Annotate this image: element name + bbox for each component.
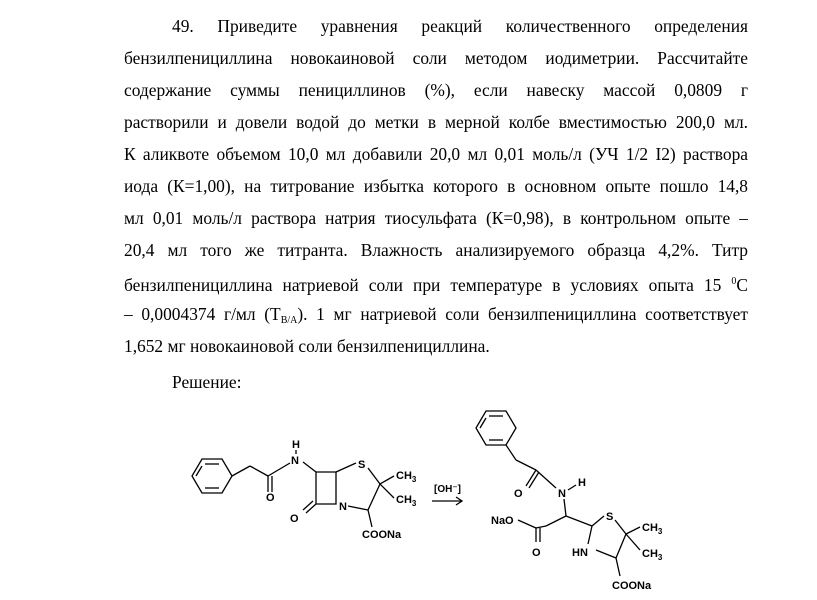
problem-line-temperature: [124, 266, 748, 298]
amide-oxygen: O: [514, 488, 523, 500]
degree-sup: 0: [731, 276, 737, 287]
problem-line-text: бензилпенициллина натриевой соли при температуре в условиях опыта 15: [124, 275, 722, 295]
sodium-oxide: NaO: [491, 515, 514, 527]
problem-line: 49. Приведите уравнения реакций количественного определения: [172, 16, 748, 36]
penicillin-structure: [192, 439, 417, 541]
methyl-top: $CH_3$: [396, 470, 417, 484]
amide-oxygen: O: [266, 492, 275, 504]
problem-line: 20,4 мл того же титранта. Влажность анализируемого образца 4,2%. Титр: [124, 240, 748, 260]
methyl-bottom: $CH_3$: [396, 494, 417, 508]
problem-line: бензилпенициллина новокаиновой соли методом иодиметрии. Рассчитайте: [124, 48, 748, 68]
sulfur-atom: S: [358, 459, 366, 471]
sulfur-atom: S: [606, 511, 614, 523]
problem-line: иода (К=1,00), на титрование избытка которого в основном опыте пошло 14,8: [124, 176, 748, 196]
problem-line-titer: [124, 298, 748, 330]
reaction-arrow: [432, 484, 462, 505]
problem-line: мл 0,01 моль/л раствора натрия тиосульфата (К=0,98), в контрольном опыте –: [124, 208, 748, 228]
amide-h: H: [578, 477, 586, 489]
methyl-bottom: $CH_3$: [642, 548, 663, 562]
methyl-top: $CH_3$: [642, 522, 663, 536]
penicilloate-structure: [476, 411, 663, 592]
problem-line: растворили и довели водой до метки в мерной колбе вместимостью 200,0 мл.: [124, 112, 748, 132]
titer-end: ). 1 мг натриевой соли бензилпенициллина соответствует: [297, 304, 748, 324]
ring-nitrogen: N: [339, 501, 347, 513]
arrow-condition: [OH⁻]: [434, 484, 461, 495]
problem-line: 1,652 мг новокаиновой соли бензилпенициллина.: [124, 336, 490, 356]
celsius-symbol: С: [736, 275, 748, 295]
lactam-oxygen: O: [290, 513, 299, 525]
amide-nitrogen: N: [558, 488, 566, 500]
amide-h: H: [292, 439, 300, 451]
carboxylate-group: COONa: [362, 529, 402, 541]
carboxyl-oxygen: O: [532, 547, 541, 559]
solution-label: Решение:: [172, 372, 242, 392]
beta-lactam-ring: [316, 472, 336, 504]
carboxylate-group: COONa: [612, 580, 652, 592]
titer-start: – 0,0004374 г/мл (Т: [124, 304, 281, 324]
problem-text: [124, 10, 748, 362]
problem-line: К аликвоте объемом 10,0 мл добавили 20,0 мл 0,01 моль/л (УЧ 1/2 I2) раствора: [124, 144, 748, 164]
problem-line: содержание суммы пенициллинов (%), если навеску массой 0,0809 г: [124, 80, 748, 100]
titer-subscript: B/A: [280, 315, 298, 326]
reaction-scheme: [0, 400, 817, 600]
ring-nh: HN: [572, 547, 588, 559]
amide-nitrogen: N: [291, 455, 299, 467]
